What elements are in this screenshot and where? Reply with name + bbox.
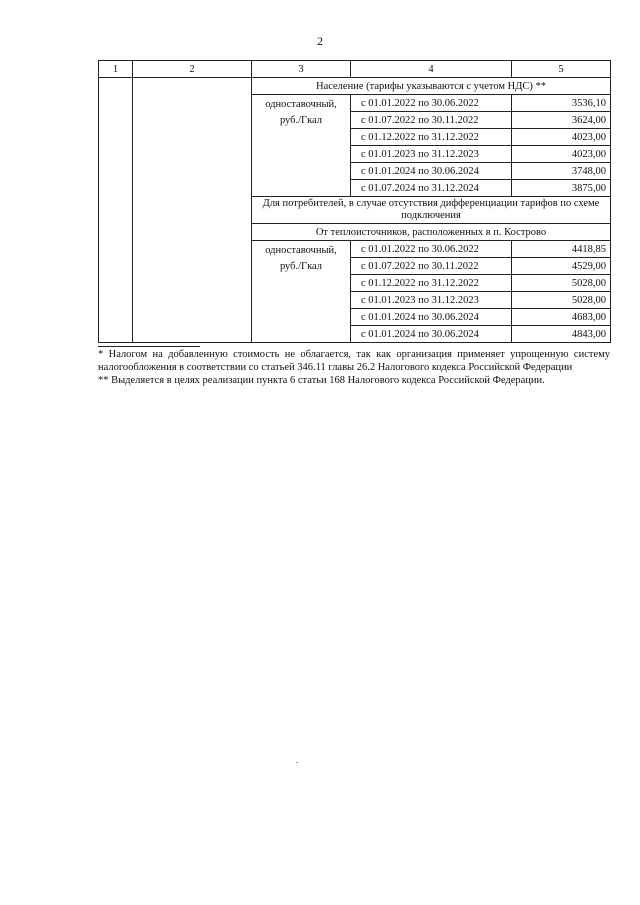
- section-title: От теплоисточников, расположенных в п. Кострово: [252, 224, 611, 241]
- unit-line-2: руб./Гкал: [279, 261, 323, 272]
- column-header-2: 2: [133, 61, 252, 78]
- tariff-value: 3875,00: [512, 180, 611, 197]
- period-cell: с 01.12.2022 по 31.12.2022: [351, 129, 512, 146]
- unit-line-2: руб./Гкал: [279, 115, 323, 126]
- period-cell: с 01.01.2024 по 30.06.2024: [351, 309, 512, 326]
- unit-line-1: одноставочный,: [265, 245, 337, 256]
- column-header-5: 5: [512, 61, 611, 78]
- tariff-table: [98, 60, 611, 343]
- section-note: Для потребителей, в случае отсутствия дифференциации тарифов по схеме подключения: [252, 197, 611, 224]
- period-cell: с 01.07.2024 по 31.12.2024: [351, 180, 512, 197]
- tariff-value: 4023,00: [512, 146, 611, 163]
- tariff-value: 4529,00: [512, 258, 611, 275]
- footnote-2: ** Выделяется в целях реализации пункта 6 статьи 168 Налогового кодекса Российской Федерации.: [98, 375, 545, 386]
- tariff-value: 3536,10: [512, 95, 611, 112]
- scan-speck: [296, 762, 298, 763]
- tariff-value: 3624,00: [512, 112, 611, 129]
- page-number: 2: [317, 34, 323, 48]
- column-header-1: 1: [99, 61, 133, 78]
- period-cell: с 01.12.2022 по 31.12.2022: [351, 275, 512, 292]
- period-cell: с 01.07.2022 по 30.11.2022: [351, 112, 512, 129]
- tariff-value: 5028,00: [512, 292, 611, 309]
- period-cell: с 01.01.2023 по 31.12.2023: [351, 292, 512, 309]
- column-header-3: 3: [252, 61, 351, 78]
- column-1-cell: [99, 78, 133, 343]
- footnote-1: * Налогом на добавленную стоимость не облагается, так как организация применяет упрощенную систему налогообложения в соответствии со статьей 346.11 главы 26.2 Налогового кодекса Российской Федерации: [98, 349, 610, 373]
- tariff-value: 3748,00: [512, 163, 611, 180]
- period-cell: с 01.01.2022 по 30.06.2022: [351, 241, 512, 258]
- period-cell: с 01.01.2024 по 30.06.2024: [351, 326, 512, 343]
- section-title: Население (тарифы указываются с учетом НДС) **: [252, 78, 611, 95]
- tariff-value: 4843,00: [512, 326, 611, 343]
- unit-cell: [252, 241, 351, 343]
- period-cell: с 01.01.2022 по 30.06.2022: [351, 95, 512, 112]
- tariff-value: 4023,00: [512, 129, 611, 146]
- tariff-value: 4418,85: [512, 241, 611, 258]
- column-header-4: 4: [351, 61, 512, 78]
- footnote-divider: [98, 346, 200, 347]
- table-header-row: [99, 61, 611, 78]
- section-title-row: [99, 78, 611, 95]
- unit-line-1: одноставочный,: [265, 99, 337, 110]
- column-2-cell: [133, 78, 252, 343]
- tariff-value: 4683,00: [512, 309, 611, 326]
- period-cell: с 01.07.2022 по 30.11.2022: [351, 258, 512, 275]
- period-cell: с 01.01.2023 по 31.12.2023: [351, 146, 512, 163]
- period-cell: с 01.01.2024 по 30.06.2024: [351, 163, 512, 180]
- footnotes: [98, 348, 610, 387]
- unit-cell: [252, 95, 351, 197]
- tariff-value: 5028,00: [512, 275, 611, 292]
